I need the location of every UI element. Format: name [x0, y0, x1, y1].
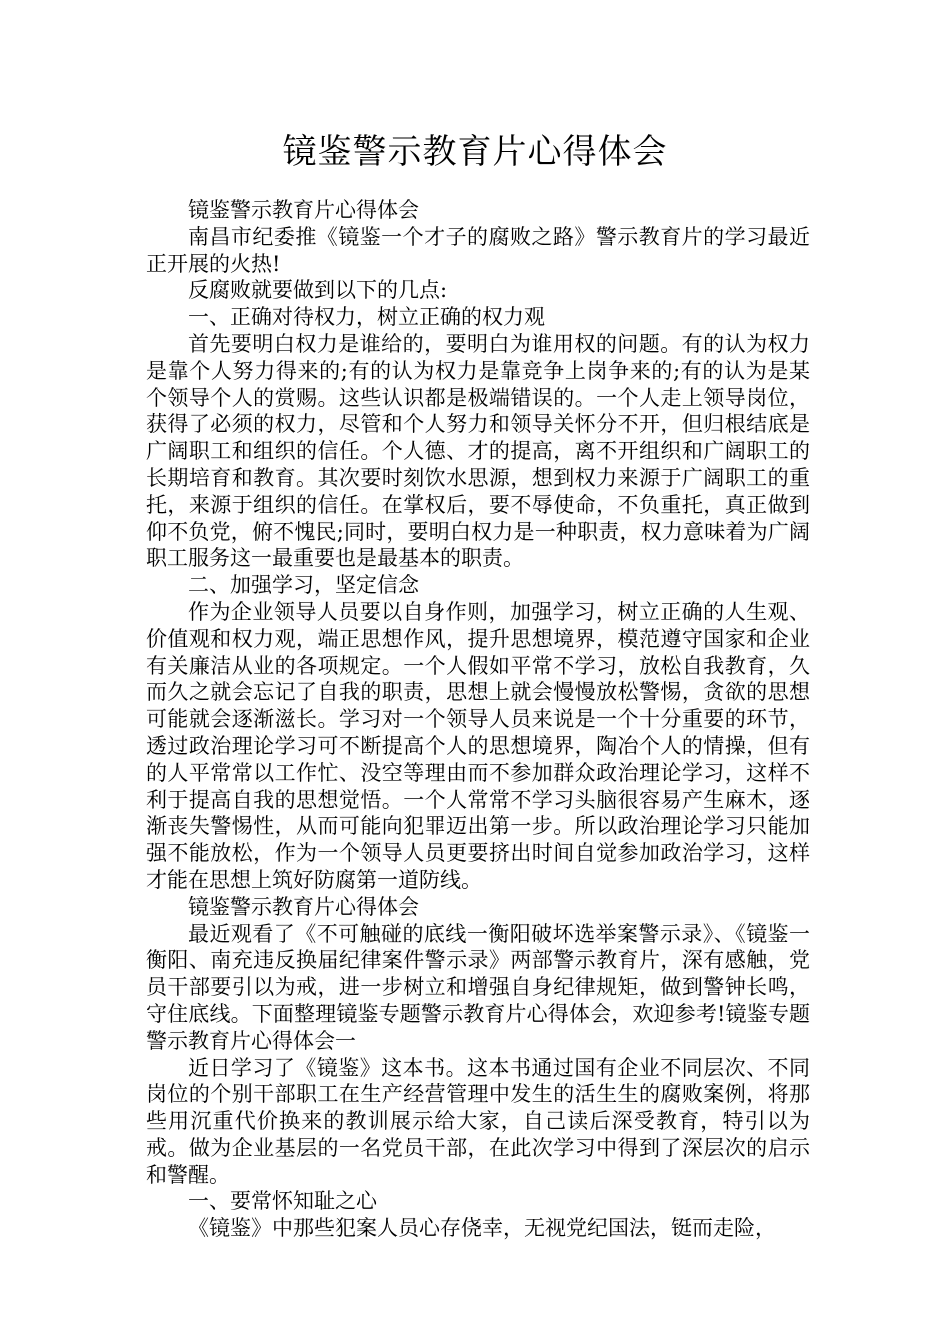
document-body — [146, 197, 810, 1242]
section-heading-2: 二、加强学习，坚定信念 — [188, 573, 419, 598]
paragraph-6: 最近观看了《不可触碰的底线一衡阳破坏选举案警示录》、《镜鉴一衡阳、南充违反换届纪律案件警示录》两部警示教育片，深有感触，党员干部要引以为戒，进一步树立和增强自身纪律规矩，做到警钟长鸣，守住底线。下面整理镜鉴专题警示教育片心得体会，欢迎参考!镜鉴专题警示教育片心得体会一 — [146, 921, 810, 1053]
paragraph-4: 首先要明白权力是谁给的，要明白为谁用权的问题。有的认为权力是靠个人努力得来的;有的认为权力是靠竞争上岗争来的;有的认为是某个领导个人的赏赐。这些认识都是极端错误的。一个人走上领导岗位，获得了必须的权力，尽管和个人努力和领导关怀分不开，但归根结底是广阔职工和组织的信任。个人德、才的提高，离不开组织和广阔职工的长期培育和教育。其次要时刻饮水思源，想到权力来源于广阔职工的重托，来源于组织的信任。在掌权后，要不辱使命，不负重托，真正做到仰不负党，俯不愧民;同时，要明白权力是一种职责，权力意味着为广阔职工服务这一最重要也是最基本的职责。 — [146, 331, 810, 571]
paragraph-7: 近日学习了《镜鉴》这本书。这本书通过国有企业不同层次、不同岗位的个别干部职工在生产经营管理中发生的活生生的腐败案例，将那些用沉重代价换来的教训展示给大家，自己读后深受教育，特引以为戒。做为企业基层的一名党员干部，在此次学习中得到了深层次的启示和警醒。 — [146, 1055, 810, 1187]
paragraph-1: 镜鉴警示教育片心得体会 — [188, 198, 419, 222]
section-heading-3: 一、要常怀知耻之心 — [188, 1189, 377, 1214]
paragraph-3: 反腐败就要做到以下的几点: — [188, 278, 448, 303]
subtitle-repeat: 镜鉴警示教育片心得体会 — [188, 894, 419, 919]
paragraph-8: 《镜鉴》中那些犯案人员心存侥幸，无视党纪国法，铤而走险， — [188, 1216, 776, 1241]
paragraph-5: 作为企业领导人员要以自身作则，加强学习，树立正确的人生观、价值观和权力观，端正思想作风，提升思想境界，模范遵守国家和企业有关廉洁从业的各项规定。一个人假如平常不学习，放松自我教育，久而久之就会忘记了自我的职责，思想上就会慢慢放松警惕，贪欲的思想可能就会逐渐滋长。学习对一个领导人员来说是一个十分重要的环节，透过政治理论学习可不断提高个人的思想境界，陶冶个人的情操，但有的人平常常以工作忙、没空等理由而不参加群众政治理论学习，这样不利于提高自我的思想觉悟。一个人常常不学习头脑很容易产生麻木，逐渐丧失警惕性，从而可能向犯罪迈出第一步。所以政治理论学习只能加强不能放松，作为一个领导人员更要挤出时间自觉参加政治学习，这样才能在思想上筑好防腐第一道防线。 — [146, 599, 810, 892]
document-title: 镜鉴警示教育片心得体会 — [282, 132, 668, 172]
paragraph-2: 南昌市纪委推《镜鉴一个才子的腐败之路》警示教育片的学习最近正开展的火热! — [146, 224, 810, 276]
section-heading-1: 一、正确对待权力，树立正确的权力观 — [188, 305, 545, 330]
